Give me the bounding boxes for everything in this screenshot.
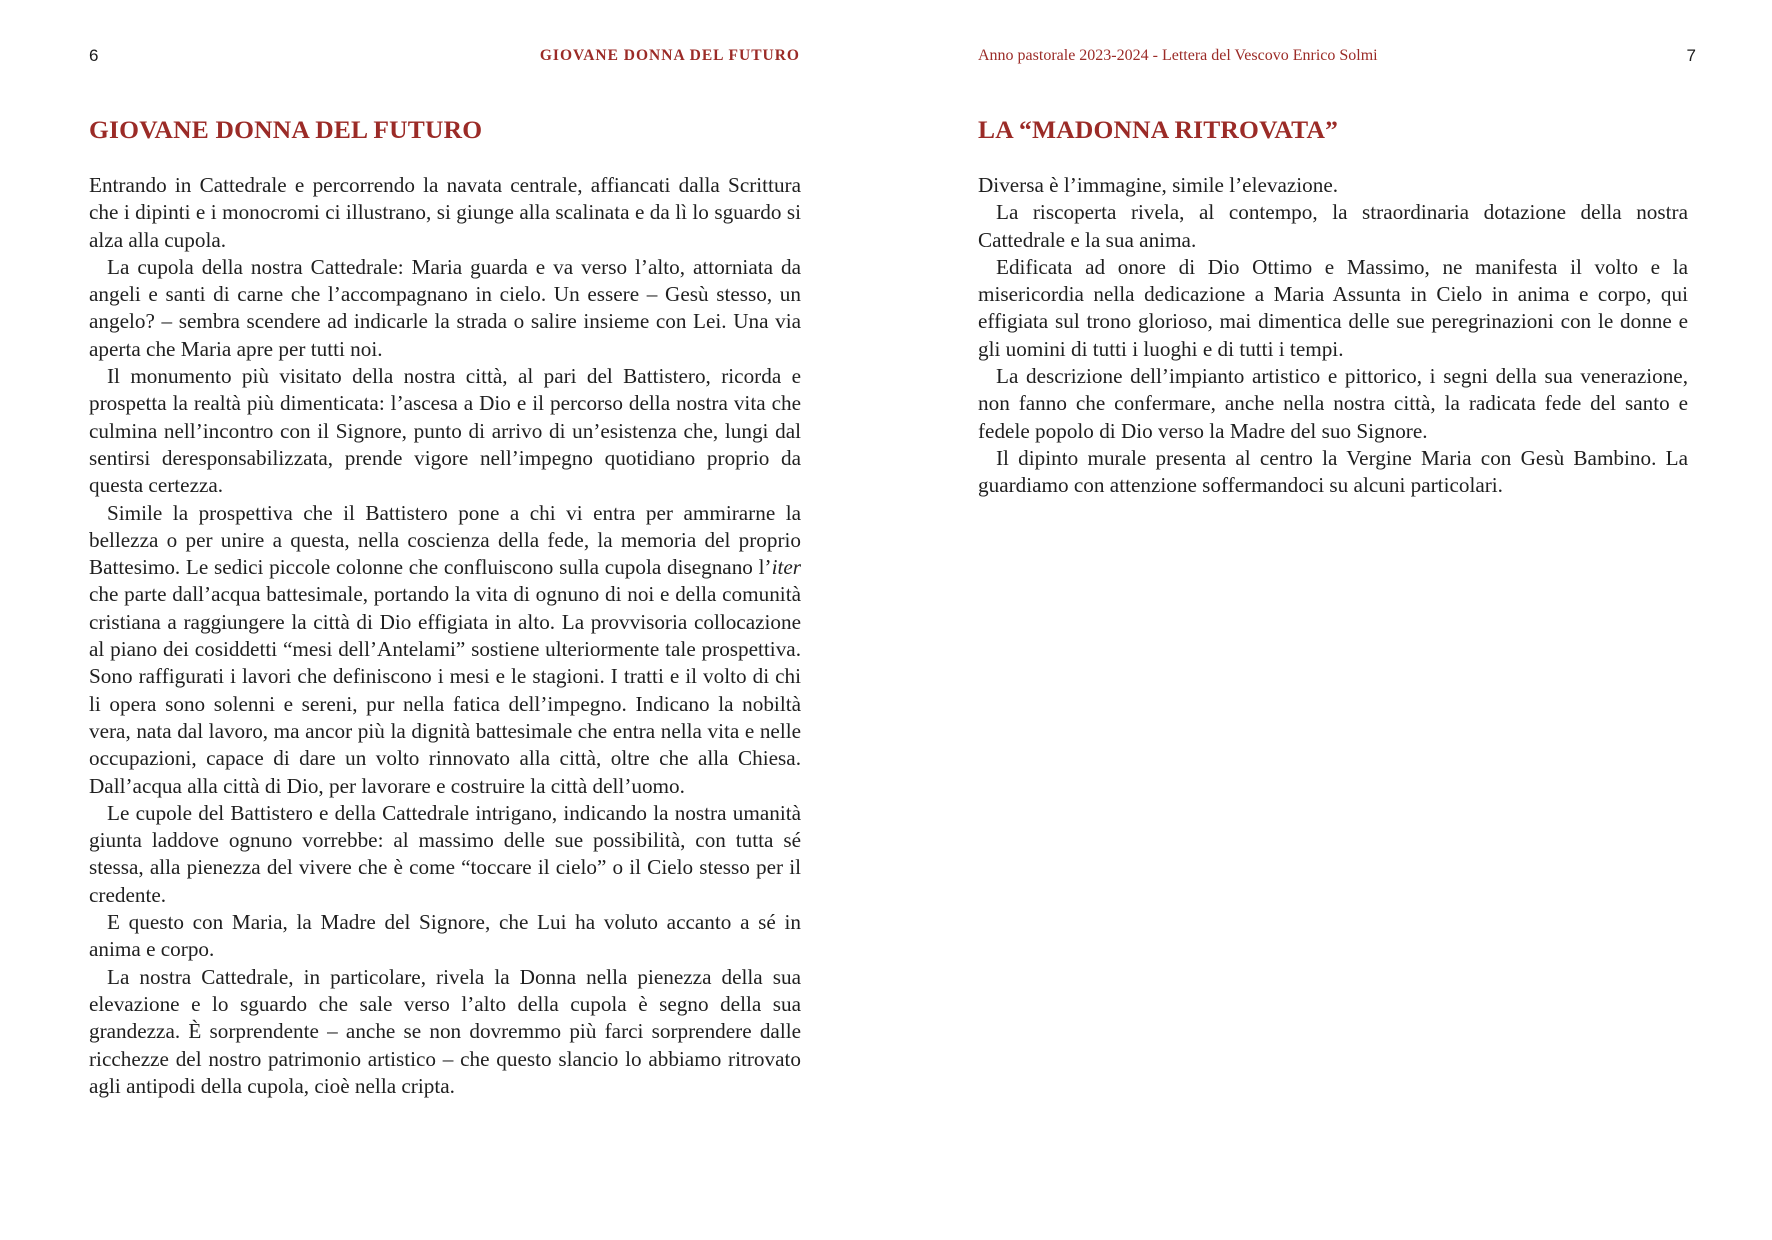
page-number: 7 xyxy=(1686,46,1696,65)
italic-term: iter xyxy=(771,555,801,580)
paragraph: La descrizione dell’impianto artistico e pittorico, i segni della sua venerazione, non fanno che confermare, anche nella nostra città, la radicata fede del santo e fedele popolo di Dio verso la Madre del suo Signore. xyxy=(978,364,1688,443)
page-number: 6 xyxy=(89,46,99,65)
right-page xyxy=(886,0,1772,1240)
paragraph: E questo con Maria, la Madre del Signore, che Lui ha voluto accanto a sé in anima e corpo. xyxy=(89,910,801,962)
paragraph: Entrando in Cattedrale e percorrendo la navata centrale, affiancati dalla Scrittura che i dipinti e i monocromi ci illustrano, si giunge alla scalinata e da lì lo sguardo si alza alla cupola. xyxy=(89,173,801,252)
paragraph xyxy=(89,500,801,800)
running-header: GIOVANE DONNA DEL FUTURO xyxy=(539,47,800,64)
paragraph: La riscoperta rivela, al contempo, la straordinaria dotazione della nostra Cattedrale e la sua anima. xyxy=(978,200,1688,252)
paragraph-text: Simile la prospettiva che il Battistero pone a chi vi entra per ammirarne la bellezza o per unire a questa, nella coscienza della fede, la memoria del proprio Battesimo. Le sedici piccole colonne che confluiscono sulla cupola disegnano l’ xyxy=(89,500,801,580)
body-text xyxy=(89,172,801,1100)
paragraph: Il monumento più visitato della nostra città, al pari del Battistero, ricorda e prospetta la realtà più dimenticata: l’ascesa a Dio e il percorso della nostra vita che culmina nell’incontro con il Signore, punto di arrivo di un’esistenza che, lungi dal sentirsi deresponsabilizzata, prende vigore nell’impegno quotidiano proprio da questa certezza. xyxy=(89,364,801,498)
paragraph: Le cupole del Battistero e della Cattedrale intrigano, indicando la nostra umanità giunta laddove ognuno vorrebbe: al massimo delle sue possibilità, con tutta sé stessa, alla pienezza del vivere che è come “toccare il cielo” o il Cielo stesso per il credente. xyxy=(89,800,801,907)
paragraph: La cupola della nostra Cattedrale: Maria guarda e va verso l’alto, attorniata da angeli e santi di carne che l’accompagnano in cielo. Un essere – Gesù stesso, un angelo? – sembra scendere ad indicarle la strada o salire insieme con Lei. Una via aperta che Maria apre per tutti noi. xyxy=(89,254,801,361)
section-title: GIOVANE DONNA DEL FUTURO xyxy=(89,115,483,144)
section-title: LA “MADONNA RITROVATA” xyxy=(978,115,1339,144)
paragraph-text: che parte dall’acqua battesimale, portando la vita di ognuno di noi e della comunità cristiana a raggiungere la città di Dio effigiata in alto. La provvisoria collocazione al piano dei cosiddetti “mesi dell’Antelami” sostiene ulteriormente tale prospettiva. Sono raffigurati i lavori che definiscono i mesi e le stagioni. I tratti e il volto di chi li opera sono solenni e sereni, pur nella fatica dell’impegno. Indicano la nobiltà vera, nata dal lavoro, ma ancor più la dignità battesimale che entra nella vita e nelle occupazioni, capace di dare un volto rinnovato alla città, oltre che alla Chiesa. Dall’acqua alla città di Dio, per lavorare e costruire la città dell’uomo. xyxy=(89,582,801,798)
running-header: Anno pastorale 2023-2024 - Lettera del Vescovo Enrico Solmi xyxy=(978,47,1378,64)
paragraph: Diversa è l’immagine, simile l’elevazione. xyxy=(978,173,1339,197)
paragraph: La nostra Cattedrale, in particolare, rivela la Donna nella pienezza della sua elevazione e lo sguardo che sale verso l’alto della cupola è segno della sua grandezza. È sorprendente – anche se non dovremmo più farci sorprendere dalle ricchezze del nostro patrimonio artistico – che questo slancio lo abbiamo ritrovato agli antipodi della cupola, cioè nella cripta. xyxy=(89,964,801,1098)
paragraph: Edificata ad onore di Dio Ottimo e Massimo, ne manifesta il volto e la misericordia nella dedicazione a Maria Assunta in Cielo in anima e corpo, qui effigiata sul trono glorioso, mai dimentica delle sue peregrinazioni con le donne e gli uomini di tutti i luoghi e di tutti i tempi. xyxy=(978,254,1688,361)
body-text xyxy=(978,172,1688,500)
paragraph: Il dipinto murale presenta al centro la Vergine Maria con Gesù Bambino. La guardiamo con attenzione soffermandoci su alcuni particolari. xyxy=(978,445,1688,498)
